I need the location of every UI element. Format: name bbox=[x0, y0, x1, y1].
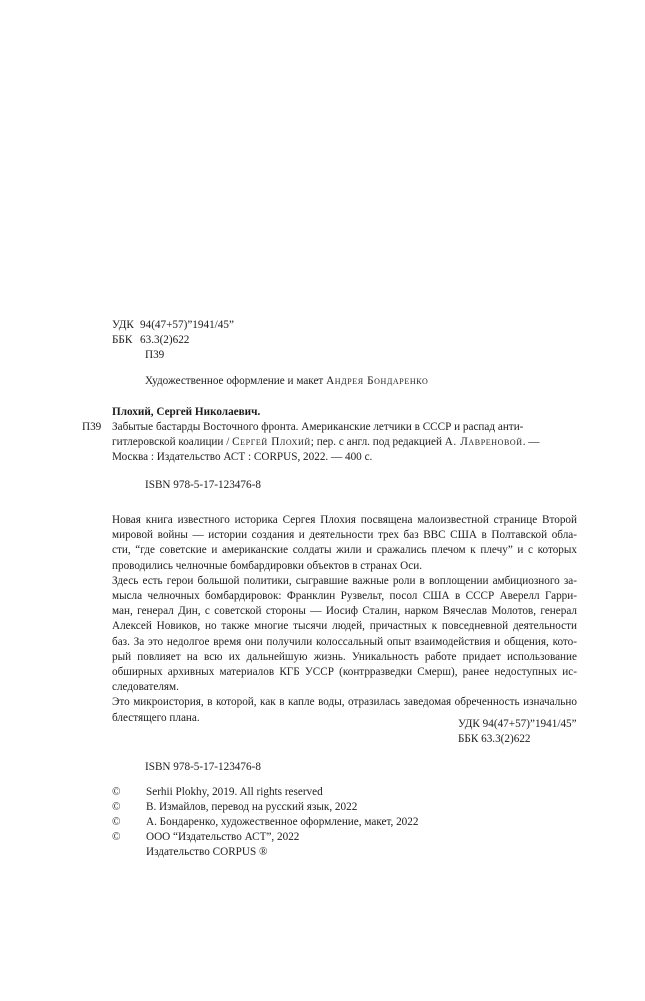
annotation-line: проводились челночные бомбардировки объектов в странах Оси. bbox=[112, 559, 423, 572]
design-credit bbox=[145, 374, 428, 389]
copyright-symbol: © bbox=[112, 831, 121, 843]
copyright-text: А. Бондаренко, художественное оформление, макет, 2022 bbox=[146, 816, 419, 828]
annotation-line: сти, “где советские и американские солдаты жили и сражались плечом к плечу” и с которых bbox=[112, 544, 577, 557]
annotation-line: Новая книга известного историка Сергея Плохия посвящена малоизвестной странице Второй bbox=[112, 514, 577, 526]
bibliographic-line-1: Забытые бастарды Восточного фронта. Американские летчики в СССР и распад анти- bbox=[112, 421, 524, 433]
author-sign-left: П39 bbox=[82, 421, 102, 433]
annotation-line: Это микроистория, в которой, как в капле воды, отразилась заведомая обреченность изначально bbox=[112, 696, 577, 709]
copyright-block bbox=[0, 785, 645, 865]
bbk-line bbox=[112, 333, 189, 348]
bbk-label: ББК bbox=[112, 334, 133, 346]
isbn-bottom: ISBN 978-5-17-123476-8 bbox=[145, 761, 261, 773]
bbk-value: 63.3(2)622 bbox=[140, 334, 190, 346]
udk-label: УДК bbox=[112, 319, 134, 331]
bibliographic-heading: Плохий, Сергей Николаевич. bbox=[112, 406, 261, 418]
bib-line2-after: . — bbox=[522, 436, 540, 448]
author-sign-top: П39 bbox=[145, 349, 165, 361]
copyright-text: ООО “Издательство АСТ”, 2022 bbox=[146, 831, 300, 843]
copyright-text: Издательство CORPUS ® bbox=[146, 846, 268, 858]
bibliographic-line-3: Москва : Издательство АСТ : CORPUS, 2022. — 400 с. bbox=[112, 451, 373, 463]
annotation-line: ман, генерал Дин, с советской стороны — Иосиф Сталин, нарком Вячеслав Молотов, генерал bbox=[112, 605, 577, 618]
copyright-symbol: © bbox=[112, 801, 121, 813]
annotation-line: Алексей Новиков, но также многие тысячи людей, причастных к повседневной деятельности bbox=[112, 620, 577, 633]
copyright-text: В. Измайлов, перевод на русский язык, 2022 bbox=[146, 801, 358, 813]
right-bbk: ББК 63.3(2)622 bbox=[458, 733, 531, 745]
annotation-line: блестящего плана. bbox=[112, 711, 200, 724]
bib-line2-middle: ; пер. с англ. под редакцией bbox=[310, 436, 445, 448]
annotation-line: рый повлияет на всю их дальнейшую жизнь. Уникальность работе придает использование bbox=[112, 650, 577, 663]
annotation-line: обширных архивных материалов КГБ УССР (контрразведки Смерш), ранее недоступных ис- bbox=[112, 666, 577, 679]
right-udk: УДК 94(47+57)”1941/45” bbox=[458, 718, 577, 730]
bib-line2-before: гитлеровской коалиции / bbox=[112, 436, 233, 448]
annotation-line: следователям. bbox=[112, 681, 179, 694]
copyright-text: Serhii Plokhy, 2019. All rights reserved bbox=[146, 786, 323, 798]
design-credit-prefix: Художественное оформление и макет bbox=[145, 375, 324, 387]
annotation-line: мировой войны — истории создания и деятельности трех баз ВВС США в Полтавской обла- bbox=[112, 529, 577, 542]
isbn-top: ISBN 978-5-17-123476-8 bbox=[145, 479, 261, 491]
udk-line bbox=[112, 318, 234, 333]
annotation bbox=[112, 513, 577, 726]
udk-value: 94(47+57)”1941/45” bbox=[140, 319, 234, 331]
annotation-line: Здесь есть герои большой политики, сыгравшие важные роли в воплощении амбициозного за- bbox=[112, 574, 577, 587]
bib-line2-author: Сергей Плохий bbox=[232, 436, 311, 448]
annotation-line: баз. За это недолгое время они получили колоссальный опыт взаимодействия и общения, кото- bbox=[112, 635, 577, 648]
bibliographic-line-2 bbox=[112, 435, 539, 450]
design-credit-name: Андрея Бондаренко bbox=[326, 375, 429, 387]
bib-line2-editor: А. Лавреновой bbox=[444, 436, 523, 448]
annotation-line: мысла челночных бомбардировок: Франклин Рузвельт, посол США в СССР Аверелл Гарри- bbox=[112, 590, 577, 603]
copyright-symbol: © bbox=[112, 786, 121, 798]
copyright-symbol: © bbox=[112, 816, 121, 828]
